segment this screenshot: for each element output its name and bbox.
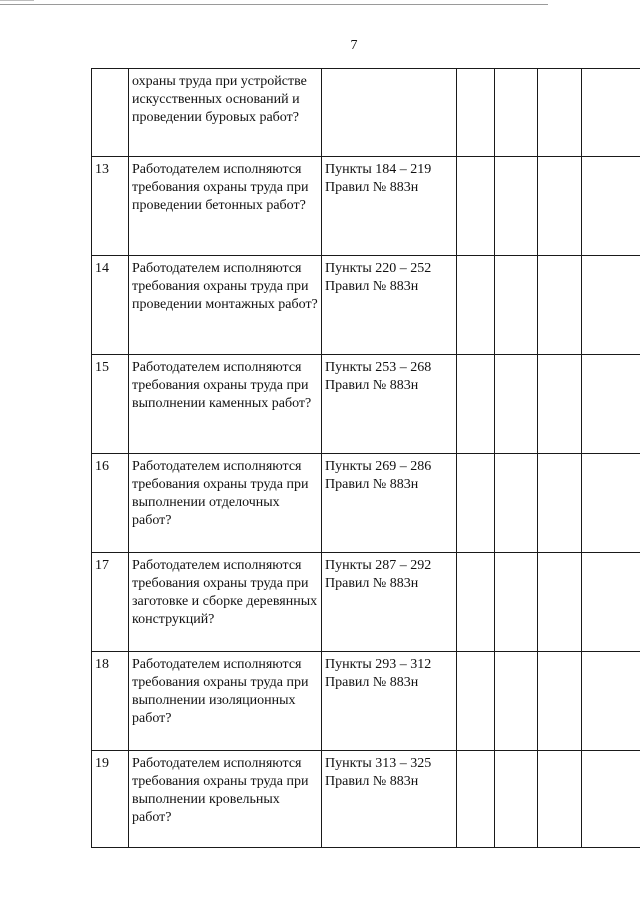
answer-cell [457,256,495,355]
table-row [92,256,640,355]
answer-cell [582,157,640,256]
row-question: Работодателем исполняются требования охраны труда при выполнении изоляционных работ? [129,652,322,751]
table-row [92,157,640,256]
row-reference: Пункты 269 – 286 Правил № 883н [322,454,457,553]
answer-cell [538,256,582,355]
answer-cell [457,454,495,553]
row-question: Работодателем исполняются требования охраны труда при выполнении кровельных работ? [129,751,322,848]
row-number: 13 [92,157,129,256]
table-row [92,454,640,553]
answer-cell [538,652,582,751]
top-rule [0,4,548,5]
row-reference: Пункты 220 – 252 Правил № 883н [322,256,457,355]
answer-cell [495,355,538,454]
top-edge-mark [0,0,34,1]
table-row [92,69,640,157]
table-row [92,652,640,751]
row-question: охраны труда при устройстве искусственных оснований и проведении буровых работ? [129,69,322,157]
answer-cell [495,256,538,355]
answer-cell [495,454,538,553]
row-reference: Пункты 253 – 268 Правил № 883н [322,355,457,454]
table-row [92,751,640,848]
answer-cell [582,454,640,553]
answer-cell [538,553,582,652]
answer-cell [495,553,538,652]
row-reference: Пункты 287 – 292 Правил № 883н [322,553,457,652]
row-reference [322,69,457,157]
answer-cell [538,355,582,454]
answer-cell [582,355,640,454]
row-number: 18 [92,652,129,751]
answer-cell [538,157,582,256]
answer-cell [582,652,640,751]
row-reference: Пункты 313 – 325 Правил № 883н [322,751,457,848]
page-number: 7 [350,38,358,53]
row-question: Работодателем исполняются требования охраны труда при выполнении каменных работ? [129,355,322,454]
answer-cell [582,69,640,157]
checklist-table [91,68,640,848]
answer-cell [582,553,640,652]
answer-cell [457,652,495,751]
answer-cell [538,69,582,157]
row-reference: Пункты 293 – 312 Правил № 883н [322,652,457,751]
row-question: Работодателем исполняются требования охраны труда при выполнении отделочных работ? [129,454,322,553]
answer-cell [538,751,582,848]
answer-cell [582,751,640,848]
answer-cell [457,355,495,454]
row-question: Работодателем исполняются требования охраны труда при проведении бетонных работ? [129,157,322,256]
answer-cell [495,652,538,751]
row-question: Работодателем исполняются требования охраны труда при проведении монтажных работ? [129,256,322,355]
table-row [92,553,640,652]
answer-cell [457,157,495,256]
answer-cell [457,751,495,848]
answer-cell [495,751,538,848]
answer-cell [495,157,538,256]
row-number: 14 [92,256,129,355]
row-number: 19 [92,751,129,848]
row-number: 15 [92,355,129,454]
table-row [92,355,640,454]
answer-cell [457,69,495,157]
answer-cell [538,454,582,553]
answer-cell [582,256,640,355]
answer-cell [457,553,495,652]
row-number [92,69,129,157]
row-number: 17 [92,553,129,652]
row-question: Работодателем исполняются требования охраны труда при заготовке и сборке деревянных конструкций? [129,553,322,652]
answer-cell [495,69,538,157]
row-number: 16 [92,454,129,553]
row-reference: Пункты 184 – 219 Правил № 883н [322,157,457,256]
